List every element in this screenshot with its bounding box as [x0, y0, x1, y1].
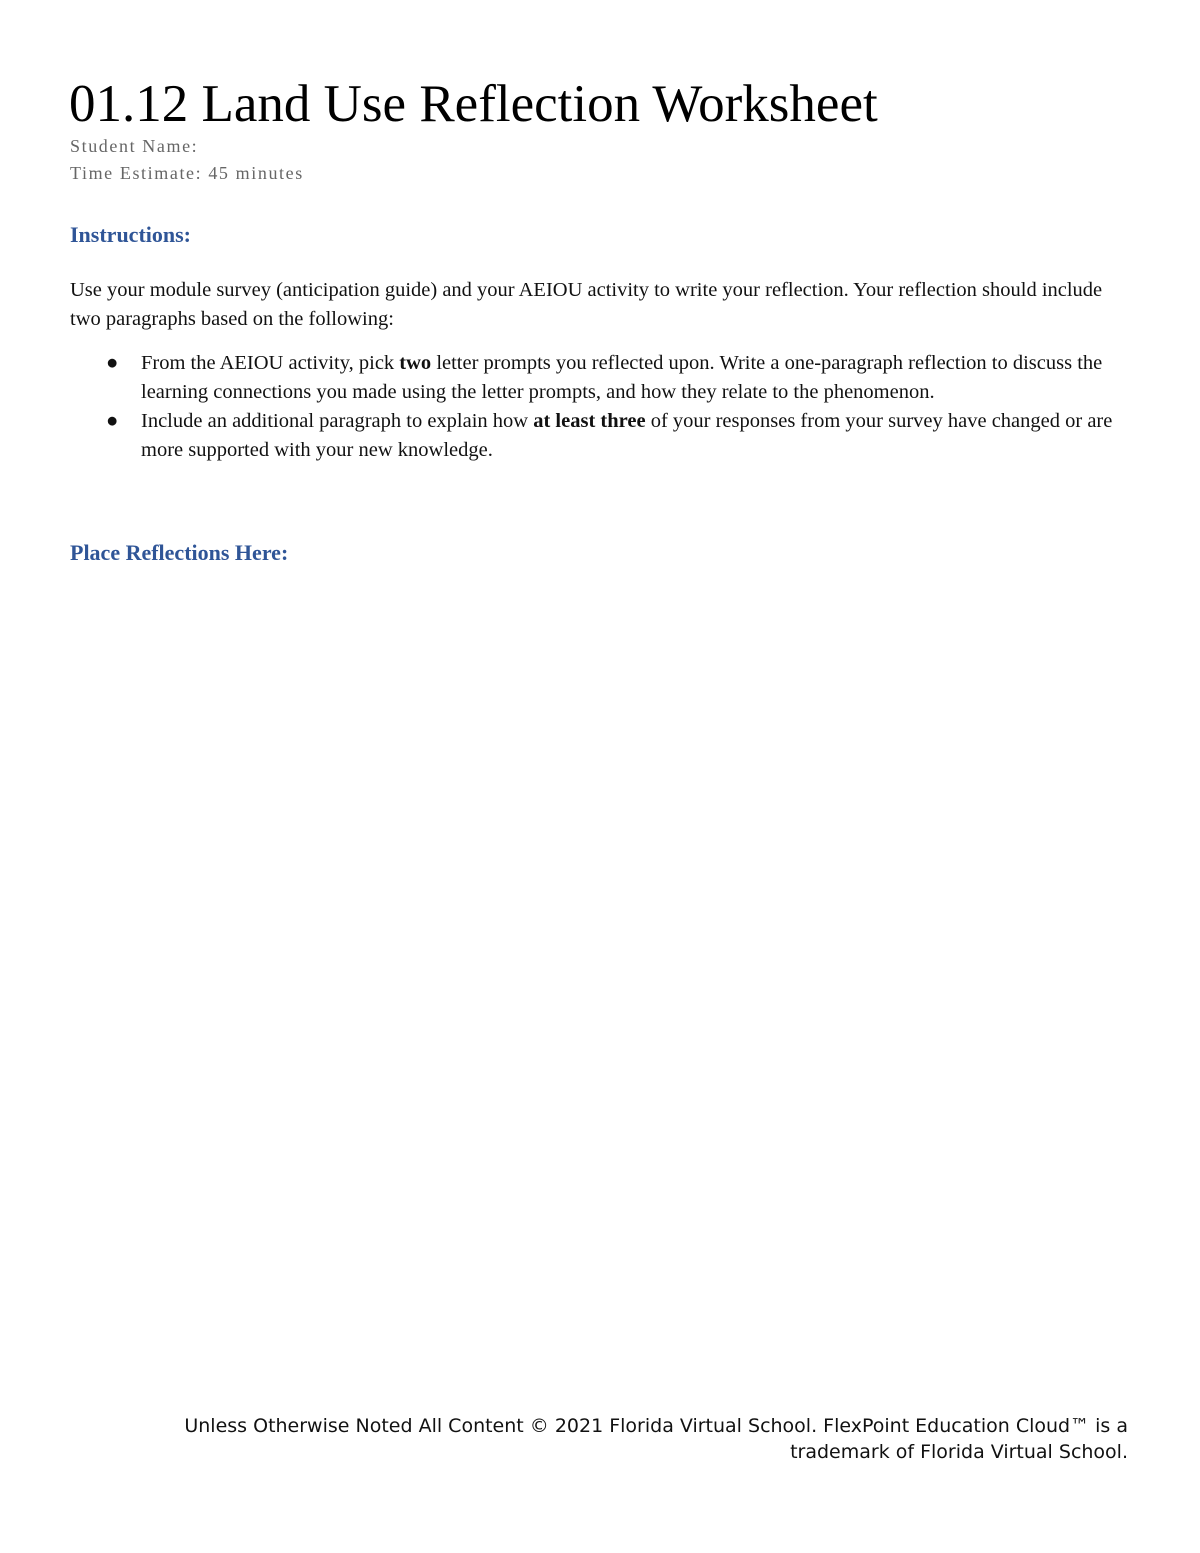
bullet-text: Include an additional paragraph to explain how	[141, 410, 534, 432]
reflections-heading: Place Reflections Here:	[70, 540, 289, 565]
student-name-label: Student Name:	[70, 136, 199, 156]
bullet-text: From the AEIOU activity, pick	[141, 352, 400, 374]
bullet-emphasis: two	[399, 352, 432, 374]
time-estimate: Time Estimate: 45 minutes	[70, 163, 304, 183]
bullet-icon: ●	[106, 410, 119, 432]
instructions-intro: Use your module survey (anticipation guide) and your AEIOU activity to write your reflection. Your reflection should include two paragraphs based on the following:	[70, 279, 1103, 330]
footer-line: trademark of Florida Virtual School.	[790, 1441, 1128, 1463]
page-title: 01.12 Land Use Reflection Worksheet	[69, 75, 878, 133]
list-item	[70, 407, 1130, 465]
list-item	[70, 349, 1130, 407]
bullet-text: of your responses from your survey have changed or are more supported with your new knowledge.	[141, 410, 1113, 461]
footer-line: Unless Otherwise Noted All Content © 2021 Florida Virtual School. FlexPoint Education Cloud™ is a	[184, 1415, 1128, 1437]
bullet-text: letter prompts you reflected upon. Write a one-paragraph reflection to discuss the learning connections you made using the letter prompts, and how they relate to the phenomenon.	[141, 352, 1103, 403]
bullet-icon: ●	[106, 352, 119, 374]
instructions-heading: Instructions:	[70, 222, 192, 247]
footer-copyright	[68, 1413, 1128, 1465]
instructions-list	[70, 349, 1130, 465]
bullet-emphasis: at least three	[533, 410, 646, 432]
